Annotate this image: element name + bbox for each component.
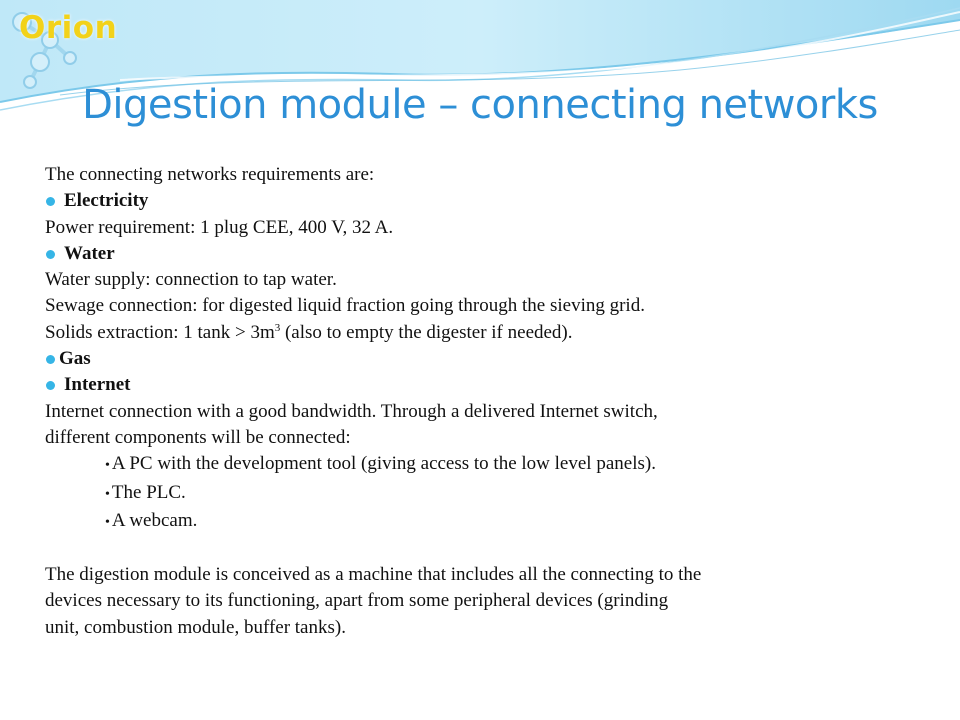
- logo-text: Orion: [19, 10, 118, 46]
- electricity-heading: Electricity: [64, 190, 149, 212]
- bullet-dot-icon: [46, 355, 55, 364]
- sub-list-item: [45, 480, 945, 508]
- bullet-dot-icon: [46, 250, 55, 259]
- sub-list-item: [45, 508, 945, 536]
- internet-heading: Internet: [64, 374, 131, 396]
- spacer: [45, 536, 945, 562]
- water-line: Sewage connection: for digested liquid fraction going through the sieving grid.: [45, 295, 645, 317]
- sub-list-item: [45, 451, 945, 479]
- bullet-dot-icon: [46, 381, 55, 390]
- page-title: Digestion module – connecting networks: [82, 82, 878, 128]
- sub-item-text: A PC with the development tool (giving access to the low level panels).: [111, 453, 656, 475]
- solids-text: Solids extraction: 1 tank > 3m: [45, 321, 275, 343]
- bullet-gas: [45, 346, 945, 372]
- bullet-dot-icon: [46, 197, 55, 206]
- bullet-internet: [45, 372, 945, 398]
- closing-line: unit, combustion module, buffer tanks).: [45, 616, 346, 638]
- gas-heading: Gas: [59, 348, 91, 370]
- sub-item-text: The PLC.: [111, 481, 186, 503]
- internet-line: Internet connection with a good bandwidth. Through a delivered Internet switch,: [45, 400, 658, 422]
- small-bullet-icon: •: [105, 486, 110, 502]
- water-line: Water supply: connection to tap water.: [45, 269, 337, 291]
- closing-line: The digestion module is conceived as a machine that includes all the connecting to the: [45, 564, 702, 586]
- bullet-water: [45, 241, 945, 267]
- bullet-electricity: [45, 188, 945, 214]
- small-bullet-icon: •: [105, 514, 110, 530]
- intro-text: The connecting networks requirements are:: [45, 164, 375, 185]
- electricity-line: Power requirement: 1 plug CEE, 400 V, 32 A.: [45, 216, 394, 238]
- solids-line: [45, 320, 945, 346]
- small-bullet-icon: •: [105, 458, 110, 474]
- closing-line: devices necessary to its functioning, apart from some peripheral devices (grinding: [45, 590, 669, 612]
- solids-superscript: 3: [274, 321, 281, 334]
- water-heading: Water: [64, 242, 115, 264]
- slide-body: [45, 162, 945, 641]
- solids-text-end: (also to empty the digester if needed).: [280, 321, 573, 343]
- internet-line: different components will be connected:: [45, 426, 351, 448]
- sub-item-text: A webcam.: [111, 509, 198, 531]
